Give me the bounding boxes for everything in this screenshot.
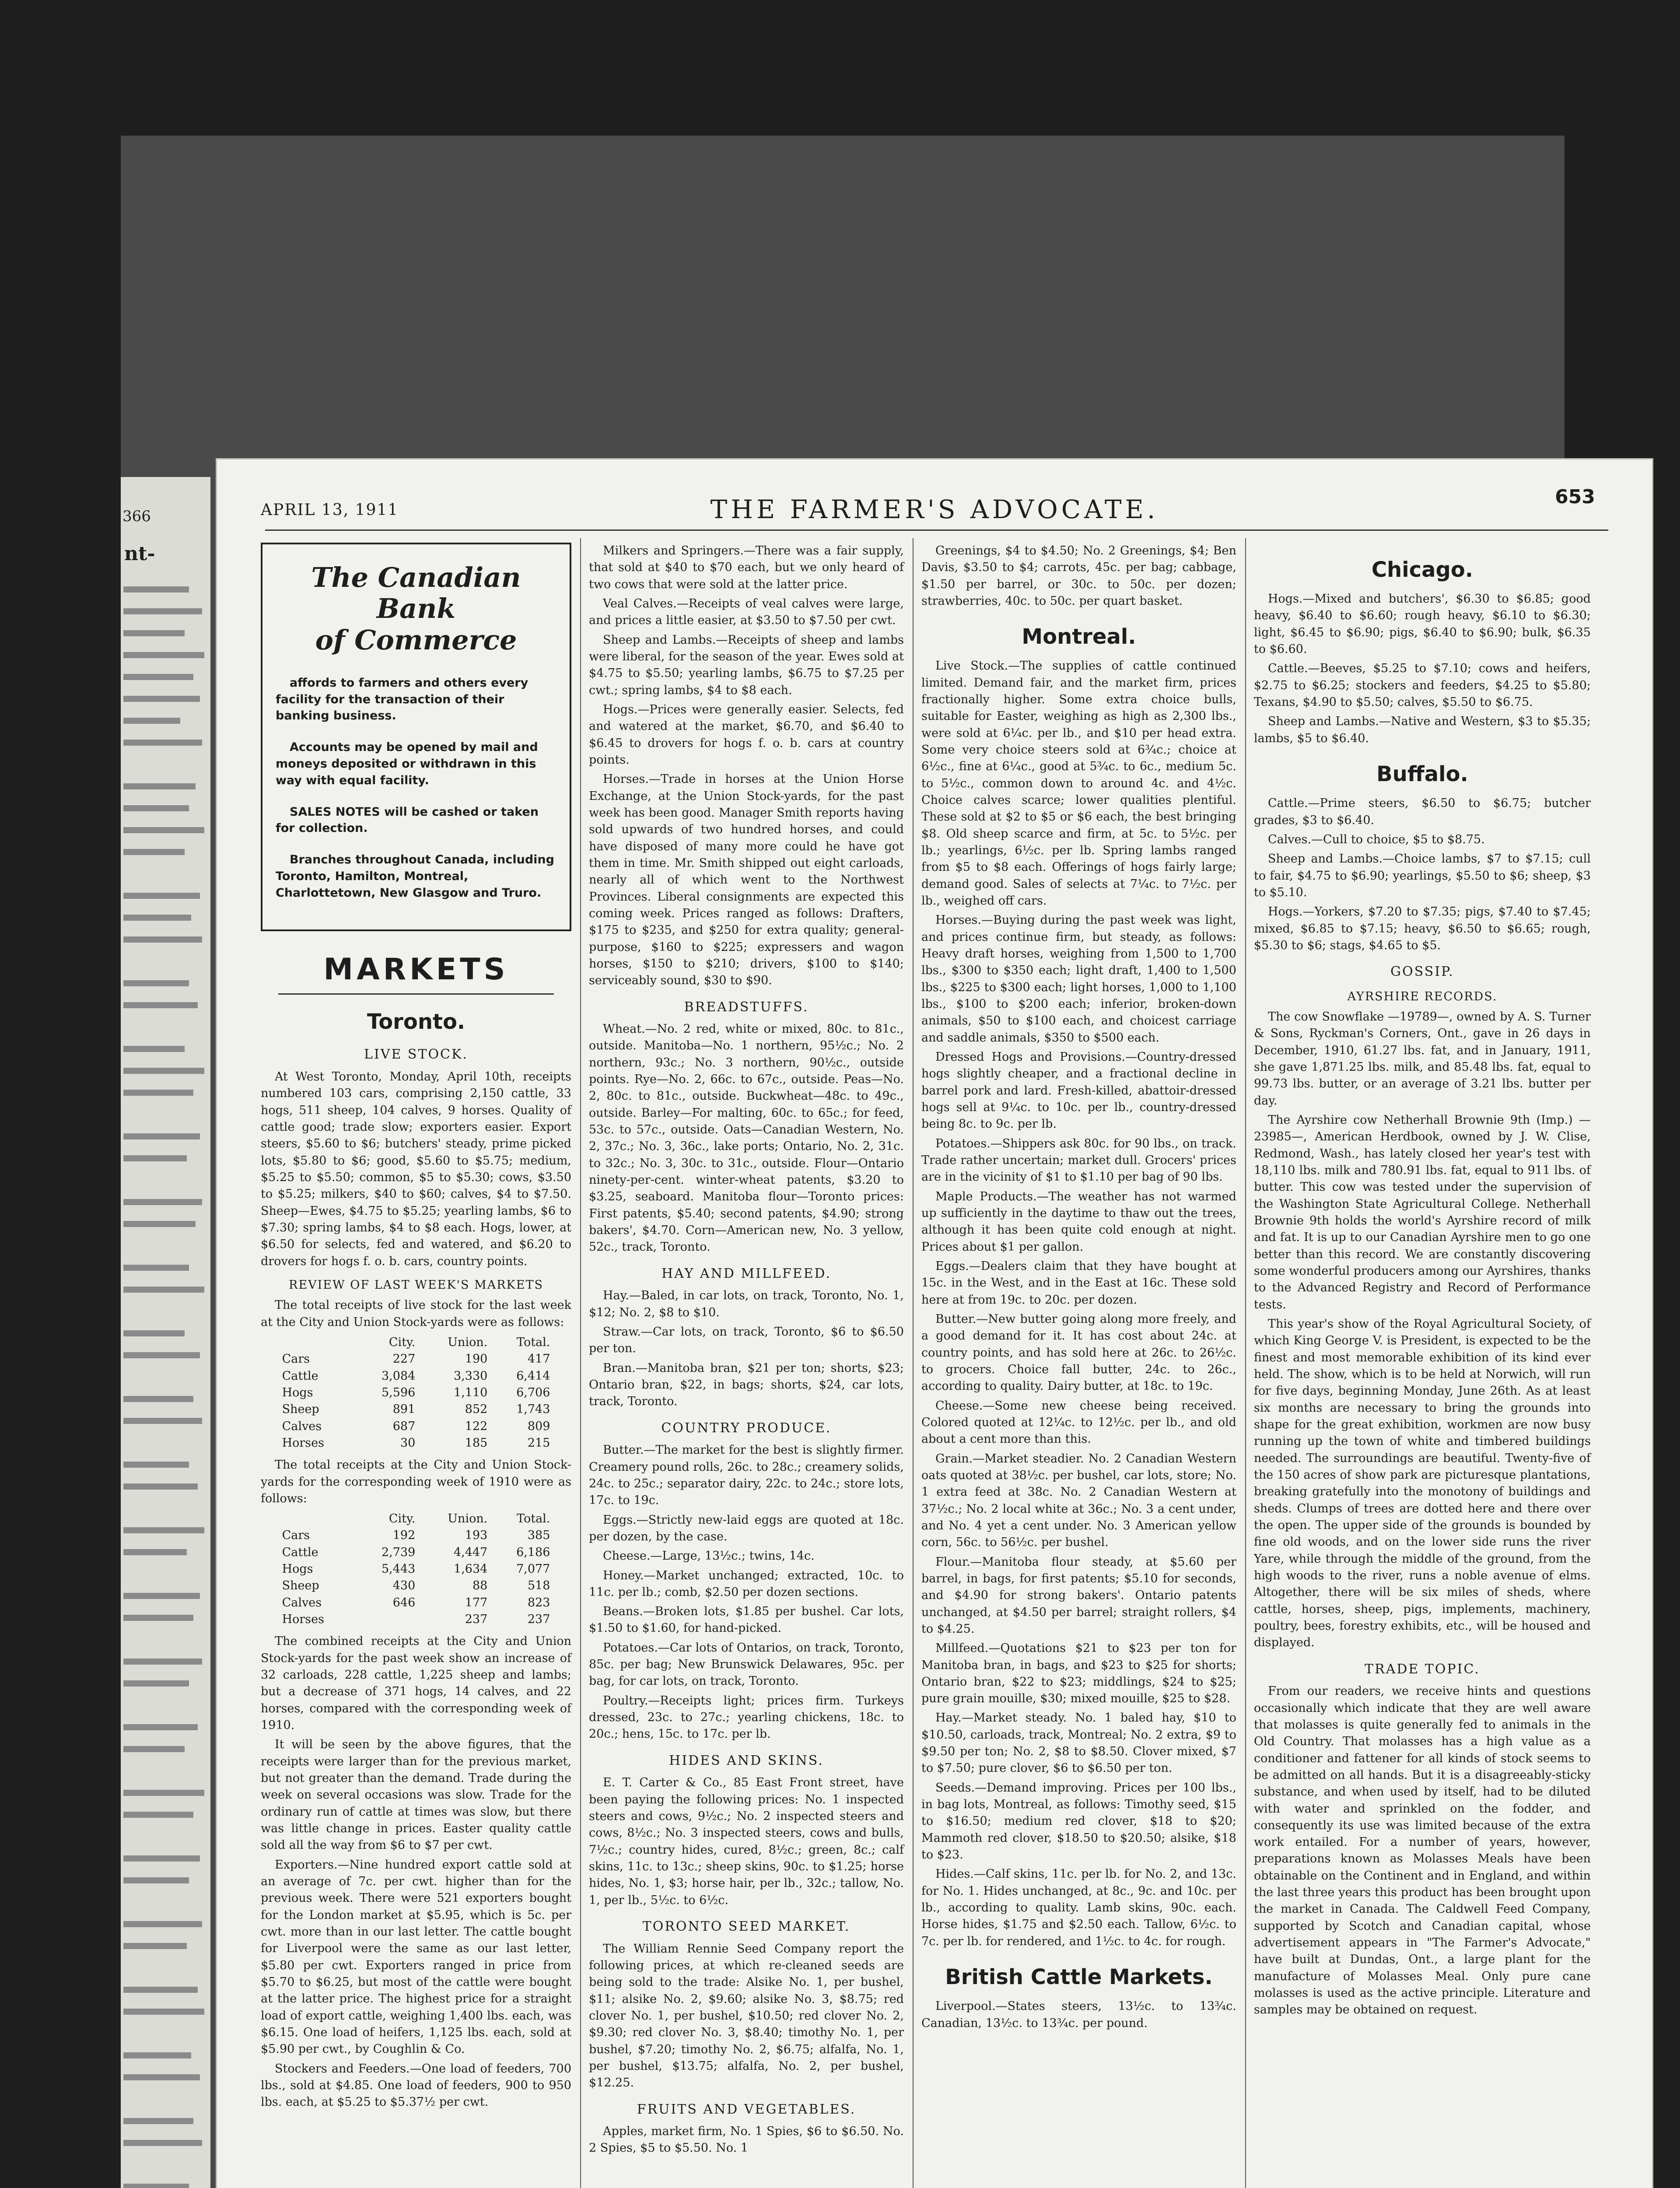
bank-ad-text: Accounts may be opened by mail and moneys deposited or withdrawn in this way with equal facility.	[276, 740, 538, 787]
prev-text-line	[123, 980, 189, 986]
prev-text-line	[123, 2074, 200, 2080]
bank-ad-text: SALES NOTES will be cashed or taken for collection.	[276, 805, 539, 835]
table-header-cell: City.	[388, 1335, 416, 1349]
article-paragraph: Hay.—Market steady. No. 1 baled hay, $10 to $10.50, carloads, track, Montreal; No. 2 extra, $9 to $9.50 per ton; No. 2, $8 to $8.50. Clover mixed, $7 to $7.50; pure clover, $6 to $6.50 per ton.	[921, 1711, 1236, 1775]
bank-advertisement	[261, 543, 571, 931]
page-number: 653	[1555, 486, 1595, 508]
table-cell: Calves	[282, 1595, 322, 1609]
table-cell: 227	[392, 1352, 416, 1366]
table-cell: 687	[392, 1419, 416, 1433]
prev-text-line	[123, 1812, 193, 1818]
section-heading: Montreal.	[1022, 624, 1136, 649]
section-heading: British Cattle Markets.	[945, 1965, 1213, 1990]
table-cell: 6,186	[516, 1545, 550, 1559]
prev-text-line	[123, 674, 193, 680]
prev-text-line	[123, 1287, 204, 1293]
prev-text-line	[123, 1046, 185, 1052]
article-paragraph: Sheep and Lambs.—Native and Western, $3 to $5.35; lambs, $5 to $6.40.	[1254, 715, 1591, 745]
table-cell: 809	[527, 1419, 550, 1433]
article-paragraph: Sheep and Lambs.—Receipts of sheep and lambs were liberal, for the season of the year. Ewes sold at $4.75 to $5.50; yearling lambs, $6.75 to $7.25 per cwt.; spring lambs, $4 to $8 each.	[589, 633, 904, 697]
newspaper-page	[217, 459, 1652, 2188]
article-paragraph: Cheese.—Large, 13½c.; twins, 14c.	[603, 1549, 815, 1563]
prev-text-line	[123, 1659, 202, 1665]
table-cell: 237	[465, 1613, 488, 1627]
prev-text-line	[123, 1221, 196, 1227]
article-paragraph: The William Rennie Seed Company report the following prices, at which re-cleaned seeds are being sold to the trade: Alsike No. 1, per bushel, $11; alsike No. 2, $9.60; alsike No. 3, $8.75; red clover No. 1, per bushel, $10.50; red clover No. 2, $9.30; red clover No. 3, $8.40; timothy No. 1, per bushel, $7.20; timothy No. 2, $6.75; alfalfa, No. 1, per bushel, $13.75; alfalfa, No. 2, per bushel, $12.25.	[589, 1942, 904, 2090]
article-paragraph: Hogs.—Prices were generally easier. Selects, fed and watered at the market, $6.70, and $6.40 to $6.45 to drovers for hogs f. o. b. cars at country points.	[589, 702, 904, 767]
table-header-cell: Union.	[448, 1335, 488, 1349]
table-cell: Calves	[282, 1419, 322, 1433]
table-cell: Sheep	[282, 1403, 319, 1417]
bank-ad-title-line-2: of Commerce	[315, 624, 517, 656]
markets-heading: MARKETS	[323, 952, 509, 987]
issue-date: APRIL 13, 1911	[261, 501, 399, 519]
table-cell: 2,739	[382, 1545, 416, 1559]
article-paragraph: Exporters.—Nine hundred export cattle sold at an average of 7c. per cwt. higher than for the previous week. There were 521 exporters bought for the London market at $5.95, which is 5c. per cwt. more than in our last letter. The cattle bought for Liverpool were the same as our last letter, $5.80 per cwt. Exporters ranged in price from $5.70 to $6.25, but most of the cattle were bought at the latter price. The highest price for a straight load of export cattle, weighing 1,400 lbs. each, was $6.15. One load of heifers, 1,125 lbs. each, sold at $5.90 per cwt., by Coughlin & Co.	[261, 1858, 571, 2056]
prev-text-line	[123, 893, 200, 899]
article-paragraph: Liverpool.—States steers, 13½c. to 13¾c. Canadian, 13½c. to 13¾c. per pound.	[921, 1999, 1236, 2030]
article-paragraph: Wheat.—No. 2 red, white or mixed, 80c. to 81c., outside. Manitoba—No. 1 northern, 95½c.; No. 2 northern, 93c.; No. 3 northern, 90½c., outside points. Rye—No. 2, 66c. to 67c., outside. Peas—No. 2, 80c. to 81c., outside. Buckwheat—48c. to 49c., outside. Barley—For malting, 60c. to 65c.; for feed, 53c. to 57c., outside. Oats—Canadian Western, No. 2, 37c.; No. 3, 36c., lake ports; Ontario, No. 2, 31c. to 32c.; No. 3, 30c. to 31c., outside. Flour—Ontario ninety-per-cent. winter-wheat patents, $3.20 to $3.25, seaboard. Manitoba flour—Toronto prices: First patents, $5.40; second patents, $4.90; strong bakers', $4.70. Corn—American new, No. 3 yellow, 52c., track, Toronto.	[589, 1022, 904, 1254]
prev-text-line	[123, 2052, 191, 2058]
article-paragraph: Cattle.—Prime steers, $6.50 to $6.75; butcher grades, $3 to $6.40.	[1254, 796, 1591, 827]
subsection-heading: GOSSIP.	[1390, 964, 1454, 980]
prev-text-line	[123, 1396, 193, 1402]
table-cell: 5,596	[382, 1385, 416, 1399]
table-cell: 6,706	[516, 1385, 550, 1399]
table-cell: Horses	[282, 1436, 324, 1450]
prev-text-line	[123, 1790, 204, 1796]
table-cell: 185	[465, 1436, 488, 1450]
subsection-heading: AYRSHIRE RECORDS.	[1347, 989, 1498, 1003]
prev-text-line	[123, 1002, 198, 1008]
prev-text-line	[123, 1877, 189, 1883]
prev-text-line	[123, 1483, 198, 1490]
prev-text-line	[123, 1987, 198, 1993]
prev-text-line	[123, 1921, 202, 1927]
article-paragraph: Cattle.—Beeves, $5.25 to $7.10; cows and heifers, $2.75 to $6.25; stockers and feeders, $4.25 to $5.80; Texans, $4.90 to $5.50; calves, $5.50 to $6.75.	[1254, 662, 1591, 709]
table-cell: 5,443	[382, 1562, 416, 1576]
prev-text-line	[123, 630, 185, 636]
table-cell: 237	[527, 1613, 550, 1627]
article-paragraph: Veal Calves.—Receipts of veal calves were large, and prices a little easier, at $3.50 to $7.50 per cwt.	[589, 596, 904, 628]
prev-text-line	[123, 805, 189, 811]
table-header-cell: City.	[388, 1512, 416, 1526]
article-paragraph: Hogs.—Yorkers, $7.20 to $7.35; pigs, $7.40 to $7.45; mixed, $6.85 to $7.15; heavy, $6.50 to $6.65; rough, $5.30 to $6; stags, $4.65 to $5.	[1254, 905, 1591, 952]
prev-text-line	[123, 1155, 187, 1161]
prev-text-line	[123, 936, 202, 943]
bank-ad-title-line-1: The Canadian Bank	[311, 561, 521, 625]
column-rule	[913, 538, 914, 2188]
table-row	[280, 1595, 553, 1611]
subsection-heading: LIVE STOCK.	[364, 1047, 468, 1062]
article-paragraph: Grain.—Market steadier. No. 2 Canadian Western oats quoted at 38½c. per bushel, car lots, store; No. 1 extra feed at 38c. No. 2 Canadian Western at 37½c.; No. 2 local white at 36c.; No. 3 a cent under, and No. 4 yet a cent under. No. 3 American yellow corn, 56c. to 56½c. per bushel.	[921, 1452, 1236, 1550]
table-header-cell	[280, 1511, 356, 1527]
table-cell: 192	[392, 1529, 416, 1543]
article-paragraph: It will be seen by the above figures, that the receipts were larger than for the previous market, but not greater than the demand. Trade during the week on several occasions was slow. Trade for the ordinary run of cattle at times was slow, but there was little change in prices. Easter quality cattle sold all the way from $6 to $7 per cwt.	[261, 1738, 571, 1852]
table-row	[280, 1368, 553, 1385]
subsection-heading: TORONTO SEED MARKET.	[642, 1919, 850, 1934]
bank-ad-title	[276, 562, 556, 656]
table-cell: 1,634	[454, 1562, 488, 1576]
article-paragraph: Butter.—The market for the best is slightly firmer. Creamery pound rolls, 26c. to 28c.; creamery solids, 24c. to 25c.; separator dairy, 22c. to 24c.; store lots, 17c. to 19c.	[589, 1443, 904, 1508]
article-paragraph: Apples, market firm, No. 1 Spies, $6 to $6.50. No. 2 Spies, $5 to $5.50. No. 1	[589, 2125, 904, 2155]
article-paragraph: The total receipts at the City and Union Stock-yards for the corresponding week of 1910 were as follows:	[261, 1458, 571, 1505]
prev-text-line	[123, 1593, 200, 1599]
article-paragraph: Greenings, $4 to $4.50; No. 2 Greenings, $4; Ben Davis, $3.50 to $4; carrots, 45c. per bag; cabbage, $1.50 per barrel, or 30c. to 50c. per dozen; strawberries, 40c. to 50c. per quart basket.	[921, 544, 1236, 608]
table-cell: 122	[465, 1419, 488, 1433]
scan-background	[121, 136, 1595, 2188]
table-cell: 3,084	[382, 1369, 416, 1383]
header-rule	[265, 529, 1608, 531]
article-paragraph: Milkers and Springers.—There was a fair supply, that sold at $40 to $70 each, but we only heard of two cows that were sold at the latter price.	[589, 544, 904, 591]
article-paragraph: Dressed Hogs and Provisions.—Country-dressed hogs slightly cheaper, and a fractional decline in barrel pork and lard. Fresh-killed, abattoir-dressed hogs sell at 9¼c. to 10c. per lb., country-dressed being 8c. to 9c. per lb.	[921, 1050, 1236, 1131]
subsection-heading: HIDES AND SKINS.	[669, 1753, 824, 1768]
article-paragraph: Hay.—Baled, in car lots, on track, Toronto, No. 1, $12; No. 2, $8 to $10.	[589, 1289, 904, 1319]
article-paragraph: Calves.—Cull to choice, $5 to $8.75.	[1268, 832, 1485, 846]
previous-page-edge	[121, 477, 210, 2188]
article-paragraph: Horses.—Trade in horses at the Union Horse Exchange, at the Union Stock-yards, for the past week has been good. Manager Smith reports having sold upwards of two hundred horses, and could have disposed of many more could he have got them in time. Mr. Smith shipped out eight carloads, nearly all of which went to the Northwest Provinces. Liberal consignments are expected this coming week. Prices ranged as follows: Drafters, $175 to $235, and $250 for extra quality; general-purpose, $160 to $225; expressers and wagon horses, $150 to $210; drivers, $100 to $140; serviceably sound, $30 to $90.	[589, 772, 904, 988]
column-3	[921, 543, 1236, 2034]
article-paragraph: Eggs.—Dealers claim that they have bought at 15c. in the West, and in the East at 16c. These sold here at from 19c. to 20c. per dozen.	[921, 1259, 1236, 1307]
article-paragraph: Flour.—Manitoba flour steady, at $5.60 per barrel, in bags, for first patents; $5.10 for seconds, and $4.90 for strong bakers'. Ontario patents unchanged, at $4.50 per barrel; straight rollers, $4 to $4.25.	[921, 1555, 1236, 1636]
subsection-heading: FRUITS AND VEGETABLES.	[637, 2101, 856, 2117]
subsection-heading: HAY AND MILLFEED.	[661, 1266, 831, 1281]
article-paragraph: Sheep and Lambs.—Choice lambs, $7 to $7.15; cull to fair, $4.75 to $6.90; yearlings, $5.50 to $6; sheep, $3 to $5.10.	[1254, 852, 1591, 899]
section-heading: Toronto.	[367, 1010, 466, 1034]
table-cell: Cattle	[282, 1545, 318, 1559]
article-paragraph: From our readers, we receive hints and questions occasionally which indicate that they are well aware that molasses is quite generally fed to animals in the Old Country. That molasses has a high value as a conditioner and fattener for all kinds of stock seems to be admitted on all hands. But it is a disagreeably-sticky substance, and when used by itself, had to be diluted with water and sprinkled on the fodder, and consequently its use was limited because of the extra work entailed. For a number of years, however, preparations known as Molasses Meals have been obtainable on the Continent and in England, and within the last three years this product has been brought upon the market in Canada. The Caldwell Feed Company, supported by Scotch and Canadian capital, whose advertisement appears in "The Farmer's Advocate," have built at Dundas, Ont., a large plant for the manufacture of Molasses Meal. Only pure cane molasses is used as the active principle. Literature and samples may be obtained on request.	[1254, 1684, 1591, 2017]
prev-text-line	[123, 586, 189, 593]
prev-text-line	[123, 1746, 185, 1752]
prev-text-line	[123, 740, 202, 746]
masthead-title: THE FARMER'S ADVOCATE.	[710, 494, 1159, 524]
column-rule	[580, 538, 581, 2188]
article-paragraph: Beans.—Broken lots, $1.85 per bushel. Car lots, $1.50 to $1.60, for hand-picked.	[589, 1605, 904, 1635]
table-cell: 891	[392, 1403, 416, 1417]
article-paragraph: Live Stock.—The supplies of cattle continued limited. Demand fair, and the market firm, prices fractionally higher. Some extra choice bulls, suitable for Easter, weighing as high as 2,300 lbs., were sold at 6¼c. per lb., and $10 per head extra. Some very choice steers sold at 6¾c.; choice at 6½c., fine at 6¼c., good at 5¾c. to 6c., medium 5c. to 5½c., common down to around 4c. and 4½c. Choice calves scarce; lower qualities plentiful. These sold at $2 to $5 or $6 each, the best bringing $8. Old sheep scarce and firm, at 5c. to 5½c. per lb.; yearlings, 6½c. per lb. Spring lambs ranged from $5 to $8 each. Offerings of hogs fairly large; demand good. Sales of selects at 7¼c. to 7½c. per lb., weighed off cars.	[921, 659, 1236, 908]
prev-text-line	[123, 1462, 189, 1468]
prev-text-line	[123, 1527, 204, 1533]
table-header-cell	[280, 1334, 356, 1351]
prev-text-line	[123, 608, 202, 614]
article-paragraph: Cheese.—Some new cheese being received. Colored quoted at 12¼c. to 12½c. per lb., and old about a cent more than this.	[921, 1399, 1236, 1446]
table-header-cell: Total.	[517, 1512, 550, 1526]
table-row	[280, 1544, 553, 1561]
table-row	[280, 1418, 553, 1435]
subsection-heading: BREADSTUFFS.	[684, 999, 809, 1015]
prev-text-line	[123, 827, 204, 833]
table-header-cell: Total.	[517, 1335, 550, 1349]
table-cell: 430	[392, 1579, 416, 1593]
article-paragraph: Bran.—Manitoba bran, $21 per ton; shorts, $23; Ontario bran, $22, in bags; shorts, $24, car lots, track, Toronto.	[589, 1361, 904, 1409]
bank-ad-text: affords to farmers and others every facility for the transaction of their banking business.	[276, 676, 528, 723]
table-cell: Sheep	[282, 1579, 319, 1593]
prev-text-line	[123, 1855, 200, 1862]
column-2	[589, 543, 904, 2160]
section-heading: Chicago.	[1371, 558, 1474, 582]
table-row	[280, 1527, 553, 1544]
table-cell: Horses	[282, 1613, 324, 1627]
article-paragraph: At West Toronto, Monday, April 10th, receipts numbered 103 cars, comprising 2,150 cattle, 33 hogs, 511 sheep, 104 calves, 9 horses. Quality of cattle good; trade slow; exporters easier. Export steers, $5.60 to $6; butchers' steady, prime picked lots, $5.80 to $6; good, $5.60 to $5.75; medium, $5.25 to $5.50; common, $5 to $5.30; cows, $3.50 to $5.25; milkers, $40 to $60; calves, $4 to $7.50. Sheep—Ewes, $4.75 to $5.25; yearling lambs, $6 to $7.30; spring lambs, $4 to $8 each. Hogs, lower, at $6.50 for selects, fed and watered, and $6.20 to drovers for hogs f. o. b. cars, country points.	[261, 1069, 571, 1268]
table-cell: 823	[527, 1595, 550, 1609]
article-paragraph: This year's show of the Royal Agricultural Society, of which King George V. is President, is expected to be the finest and most memorable exhibition of its kind ever held. The show, which is to be held at Norwich, will run for five days, beginning Monday, June 26th. As at least six months are necessary to bring the grounds into shape for the great exhibition, workmen are now busy running up the town of white and timbered buildings needed. The surroundings are beautiful. Twenty-five of the 150 acres of show park are picturesque plantations, breaking gratefully into the monotony of buildings and sheds. Clumps of trees are dotted here and there over the open. The upper side of the grounds is bounded by fine old woods, and on the lower side runs the river Yare, while through the middle of the ground, from the high woods to the river, runs a noble avenue of elms. Altogether, there will be six miles of sheds, where cattle, horses, sheep, pigs, implements, machinery, poultry, bees, forestry exhibits, etc., will be housed and displayed.	[1254, 1317, 1591, 1650]
table-row	[280, 1435, 553, 1452]
prev-text-line	[123, 1615, 193, 1621]
prev-text-line	[123, 849, 185, 855]
table-cell: Cars	[282, 1529, 310, 1543]
table-row	[280, 1385, 553, 1401]
article-paragraph: Seeds.—Demand improving. Prices per 100 lbs., in bag lots, Montreal, as follows: Timothy seed, $15 to $16.50; medium red clover, $18 to $20; Mammoth red clover, $18.50 to $20.50; alsike, $18 to $23.	[921, 1781, 1236, 1862]
table-cell: 4,447	[454, 1545, 488, 1559]
article-paragraph: Millfeed.—Quotations $21 to $23 per ton for Manitoba bran, in bags, and $23 to $25 for shorts; Ontario bran, $22 to $23; middlings, $24 to $25; pure grain mouille, $30; mixed mouille, $25 to $28.	[921, 1641, 1236, 1706]
article-paragraph: Stockers and Feeders.—One load of feeders, 700 lbs., sold at $4.85. One load of feeders, 900 to 950 lbs. each, at $5.25 to $5.37½ per cwt.	[261, 2062, 571, 2109]
table-header-cell: Union.	[448, 1512, 488, 1526]
table-row	[280, 1578, 553, 1594]
table-row	[280, 1611, 553, 1628]
previous-page-number: 366	[122, 508, 151, 525]
article-paragraph: Hogs.—Mixed and butchers', $6.30 to $6.85; good heavy, $6.40 to $6.60; rough heavy, $6.10 to $6.30; light, $6.45 to $6.90; pigs, $6.40 to $6.90; bulk, $6.35 to $6.60.	[1254, 592, 1591, 656]
prev-text-line	[123, 1549, 187, 1555]
prev-text-line	[123, 2140, 202, 2146]
article-paragraph: E. T. Carter & Co., 85 East Front street, have been paying the following prices: No. 1 inspected steers and cows, 9½c.; No. 2 inspected steers and cows, 8½c.; No. 3 inspected steers, cows and bulls, 7½c.; country hides, cured, 8½c.; green, 8c.; calf skins, 11c. to 13c.; sheep skins, 90c. to $1.25; horse hides, No. 1, $3; horse hair, per lb., 32c.; tallow, No. 1, per lb., 5½c. to 6½c.	[589, 1776, 904, 1907]
prev-text-line	[123, 1680, 189, 1687]
previous-page-heading: nt-	[124, 543, 155, 565]
table-row	[280, 1561, 553, 1578]
table-cell: 852	[465, 1403, 488, 1417]
article-paragraph: The total receipts of live stock for the last week at the City and Union Stock-yards were as follows:	[261, 1298, 571, 1329]
table-cell: 30	[400, 1436, 416, 1450]
table-cell: 177	[465, 1595, 488, 1609]
markets-rule	[278, 993, 554, 995]
table-cell: 6,414	[516, 1369, 550, 1383]
bank-ad-text: Branches throughout Canada, including Toronto, Hamilton, Montreal, Charlottetown, New Glasgow and Truro.	[276, 853, 554, 900]
prev-text-line	[123, 696, 200, 702]
prev-text-line	[123, 1068, 204, 1074]
receipts-table-1911	[280, 1334, 553, 1452]
prev-text-line	[123, 2118, 193, 2124]
table-cell: 1,743	[516, 1403, 550, 1417]
table-cell: Hogs	[282, 1385, 313, 1399]
column-1	[261, 543, 571, 2114]
table-cell: 417	[527, 1352, 550, 1366]
article-paragraph: The combined receipts at the City and Union Stock-yards for the past week show an increase of 32 carloads, 228 cattle, 1,225 sheep and lambs; but a decrease of 371 hogs, 14 calves, and 22 horses, compared with the corresponding week of 1910.	[261, 1634, 571, 1732]
subsection-heading: TRADE TOPIC.	[1365, 1661, 1480, 1677]
table-cell: Cattle	[282, 1369, 318, 1383]
prev-text-line	[123, 783, 196, 789]
article-paragraph: The Ayrshire cow Netherhall Brownie 9th (Imp.) —23985—, American Herdbook, owned by J. W. Clise, Redmond, Wash., has lately closed her year's test with 18,110 lbs. milk and 780.91 lbs. fat, equal to 911 lbs. of butter. This cow was tested under the supervision of the Washington State Agricultural College. Netherhall Brownie 9th holds the world's Ayrshire record of milk and fat. It is up to our Canadian Ayrshire men to go one better than this record. We are constantly discovering some wonderful producers among our Ayrshires, thanks to the Advanced Registry and Record of Performance tests.	[1254, 1113, 1591, 1311]
prev-text-line	[123, 1265, 189, 1271]
prev-text-line	[123, 1133, 200, 1140]
article-paragraph: Eggs.—Strictly new-laid eggs are quoted at 18c. per dozen, by the case.	[589, 1513, 904, 1543]
prev-text-line	[123, 1090, 193, 1096]
prev-text-line	[123, 718, 180, 724]
prev-text-line	[123, 1724, 198, 1730]
receipts-table-1910	[280, 1511, 553, 1628]
article-paragraph: Maple Products.—The weather has not warmed up sufficiently in the daytime to thaw out the trees, although it has been quite cold enough at night. Prices about $1 per gallon.	[921, 1189, 1236, 1254]
prev-text-line	[123, 1199, 202, 1205]
article-paragraph: Potatoes.—Shippers ask 80c. for 90 lbs., on track. Trade rather uncertain; market dull. Grocers' prices are in the vicinity of $1 to $1.10 per bag of 90 lbs.	[921, 1136, 1236, 1184]
table-row	[280, 1351, 553, 1368]
prev-text-line	[123, 1418, 202, 1424]
article-paragraph: Straw.—Car lots, on track, Toronto, $6 to $6.50 per ton.	[589, 1325, 904, 1356]
table-row	[280, 1401, 553, 1418]
article-paragraph: Potatoes.—Car lots of Ontarios, on track, Toronto, 85c. per bag; New Brunswick Delawares, 95c. per bag, for car lots, on track, Toronto.	[589, 1641, 904, 1688]
subsection-heading: COUNTRY PRODUCE.	[661, 1420, 832, 1436]
article-paragraph: Honey.—Market unchanged; extracted, 10c. to 11c. per lb.; comb, $2.50 per dozen sections.	[589, 1568, 904, 1599]
table-cell: 518	[527, 1579, 550, 1593]
article-paragraph: Hides.—Calf skins, 11c. per lb. for No. 2, and 13c. for No. 1. Hides unchanged, at 8c., 9c. and 10c. per lb., according to quality. Lamb skins, 90c. each. Horse hides, $1.75 and $2.50 each. Tallow, 6½c. to 7c. per lb. for rendered, and 1½c. to 4c. for rough.	[921, 1867, 1236, 1948]
article-paragraph: Horses.—Buying during the past week was light, and prices continue firm, but steady, as follows: Heavy draft horses, weighing from 1,500 to 1,700 lbs., $300 to $350 each; light draft, 1,400 to 1,500 lbs., $225 to $300 each; light horses, 1,000 to 1,100 lbs., $100 to $200 each; inferior, broken-down animals, $50 to $100 each, and choicest carriage and saddle animals, $350 to $500 each.	[921, 913, 1236, 1045]
prev-text-line	[123, 2009, 204, 2015]
table-cell: 7,077	[516, 1562, 550, 1576]
column-4	[1254, 543, 1591, 2021]
table-cell: 190	[465, 1352, 488, 1366]
prev-text-line	[123, 1943, 187, 1949]
table-cell: 3,330	[454, 1369, 488, 1383]
table-cell: 385	[527, 1529, 550, 1543]
prev-text-line	[123, 1352, 200, 1358]
subsection-heading: REVIEW OF LAST WEEK'S MARKETS	[289, 1278, 543, 1292]
table-cell: 1,110	[454, 1385, 488, 1399]
table-cell: 88	[472, 1579, 488, 1593]
prev-text-line	[123, 652, 204, 658]
article-paragraph: The cow Snowflake —19789—, owned by A. S. Turner & Sons, Ryckman's Corners, Ont., gave in 26 days in December, 1910, 61.27 lbs. fat, and in January, 1911, she gave 1,871.25 lbs. milk, and 85.48 lbs. fat, equal to 99.73 lbs. butter, or an average of 3.21 lbs. butter per day.	[1254, 1010, 1591, 1108]
table-cell: Hogs	[282, 1562, 313, 1576]
prev-text-line	[123, 1330, 185, 1336]
prev-text-line	[123, 915, 191, 921]
table-cell: 646	[392, 1595, 416, 1609]
article-paragraph: Butter.—New butter going along more freely, and a good demand for it. It has cost about 24c. at country points, and has sold here at 26c. to 26½c. to grocers. Choice fall butter, 24c. to 26c., according to quality. Dairy butter, at 18c. to 19c.	[921, 1312, 1236, 1393]
table-cell: Cars	[282, 1352, 310, 1366]
prev-text-line	[123, 2184, 189, 2188]
column-rule	[1245, 538, 1246, 2188]
section-heading: Buffalo.	[1376, 762, 1468, 787]
article-paragraph: Poultry.—Receipts light; prices firm. Turkeys dressed, 23c. to 27c.; yearling chickens, 18c. to 20c.; hens, 15c. to 17c. per lb.	[589, 1694, 904, 1741]
table-cell: 193	[465, 1529, 488, 1543]
table-cell: 215	[527, 1436, 550, 1450]
table-cell	[355, 1611, 418, 1628]
